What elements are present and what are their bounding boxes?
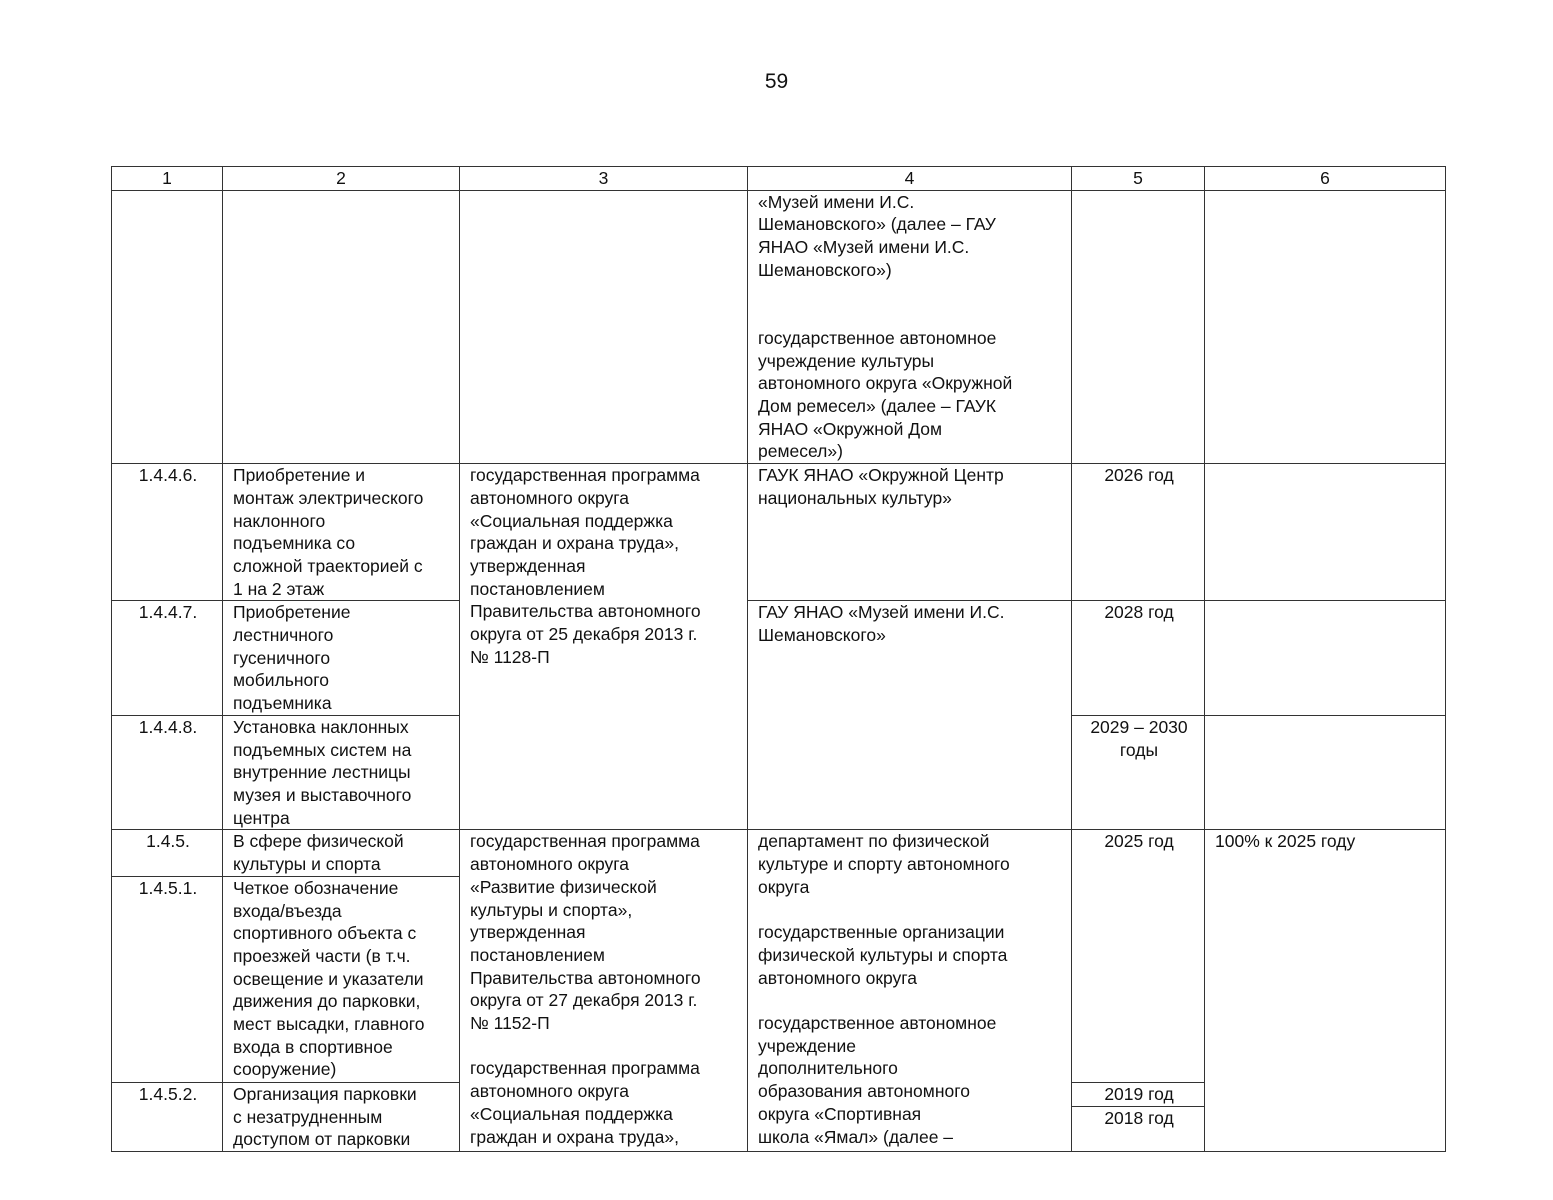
measures-table	[111, 166, 1446, 1152]
cell-measure-name: Четкое обозначение входа/въезда спортивного объекта с проезжей части (в т.ч. освещение и указатели движения до парковки, мест высадки, главного входа в спортивное сооружение)	[223, 876, 460, 1082]
cell-period: 2029 – 2030 годы	[1072, 715, 1205, 830]
column-header: 2	[223, 167, 460, 191]
cell-empty	[1072, 190, 1205, 463]
cell-measure-name: В сфере физической культуры и спорта	[223, 830, 460, 876]
cell-executor: «Музей имени И.С. Шемановского» (далее – ГАУ ЯНАО «Музей имени И.С. Шемановского») государственное автономное учреждение культуры автономного округа «Окружной Дом ремесел» (далее – ГАУК ЯНАО «Окружной Дом ремесел»)	[748, 190, 1072, 463]
cell-measure-name: Установка наклонных подъемных систем на внутренние лестницы музея и выставочного центра	[223, 715, 460, 830]
cell-program: государственная программа автономного округа «Социальная поддержка граждан и охрана труда», утвержденная постановлением Правительства автономного округа от 25 декабря 2013 г. № 1128-П	[460, 464, 748, 830]
cell-empty	[223, 190, 460, 463]
column-header: 6	[1205, 167, 1446, 191]
column-header: 1	[112, 167, 223, 191]
table-row	[112, 464, 1446, 601]
cell-empty	[1205, 190, 1446, 463]
cell-executor: департамент по физической культуре и спорту автономного округа государственные организации физической культуры и спорта автономного округа государственное автономное учреждение дополнительного образования автономного округа «Спортивная школа «Ямал» (далее –	[748, 830, 1072, 1152]
cell-empty	[1205, 601, 1446, 716]
cell-empty	[1205, 464, 1446, 601]
cell-period: 2028 год	[1072, 601, 1205, 716]
cell-period: 2019 год	[1072, 1082, 1205, 1107]
cell-number: 1.4.5.2.	[112, 1082, 223, 1151]
cell-period: 2025 год	[1072, 830, 1205, 1082]
table-row	[112, 601, 1446, 716]
column-header: 4	[748, 167, 1072, 191]
cell-period: 2018 год	[1072, 1107, 1205, 1152]
cell-measure-name: Приобретение лестничного гусеничного мобильного подъемника	[223, 601, 460, 716]
table-header-row	[112, 167, 1446, 191]
cell-program: государственная программа автономного округа «Развитие физической культуры и спорта», утвержденная постановлением Правительства автономного округа от 27 декабря 2013 г. № 1152-П государственная программа автономного округа «Социальная поддержка граждан и охрана труда»,	[460, 830, 748, 1152]
cell-number: 1.4.5.	[112, 830, 223, 876]
cell-number: 1.4.4.6.	[112, 464, 223, 601]
cell-number: 1.4.4.8.	[112, 715, 223, 830]
table-row	[112, 190, 1446, 463]
page-number: 59	[764, 70, 789, 93]
cell-number: 1.4.4.7.	[112, 601, 223, 716]
column-header: 5	[1072, 167, 1205, 191]
cell-empty	[460, 190, 748, 463]
cell-indicator: 100% к 2025 году	[1205, 830, 1446, 1152]
cell-executor: ГАУ ЯНАО «Музей имени И.С. Шемановского»	[748, 601, 1072, 830]
cell-executor: ГАУК ЯНАО «Окружной Центр национальных культур»	[748, 464, 1072, 601]
cell-period: 2026 год	[1072, 464, 1205, 601]
cell-measure-name: Организация парковки с незатрудненным доступом от парковки	[223, 1082, 460, 1151]
cell-empty	[1205, 715, 1446, 830]
column-header: 3	[460, 167, 748, 191]
cell-empty	[112, 190, 223, 463]
cell-measure-name: Приобретение и монтаж электрического наклонного подъемника со сложной траекторией с 1 на 2 этаж	[223, 464, 460, 601]
table-row	[112, 830, 1446, 876]
cell-number: 1.4.5.1.	[112, 876, 223, 1082]
